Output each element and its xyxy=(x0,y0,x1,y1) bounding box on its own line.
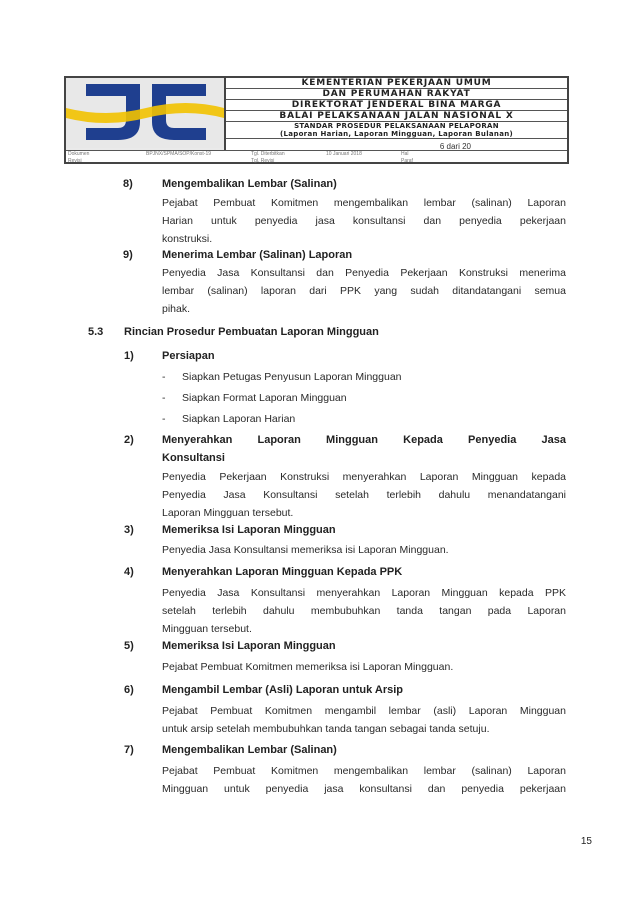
item-body: Penyedia Jasa Konsultansi dan Penyedia Pekerjaan Konstruksi menerima lembar (salinan) laporan dari PPK yang sudah ditandatangani semua pihak. xyxy=(162,267,566,315)
item-title: Mengembalikan Lembar (Salinan) xyxy=(162,744,337,756)
item-title: Menerima Lembar (Salinan) Laporan xyxy=(162,249,353,261)
meta-label-dokumen: Dokumen xyxy=(68,151,90,157)
item-number: 9) xyxy=(123,249,133,261)
meta-label-terbit: Tgl. Diterbitkan xyxy=(251,151,285,157)
item-title: Mengambil Lembar (Asli) Laporan untuk Arsip xyxy=(162,684,404,696)
list-item: - Siapkan Petugas Penyusun Laporan Mingguan xyxy=(162,371,402,383)
item-body: Pejabat Pembuat Komitmen mengembalikan lembar (salinan) Laporan Harian untuk penyedia jasa konsultansi dan penyedia pekerjaan konstruksi. xyxy=(162,197,566,245)
section-number: 5.3 xyxy=(88,326,104,338)
header-line-2: DAN PERUMAHAN RAKYAT xyxy=(226,89,567,100)
item-number: 7) xyxy=(124,744,134,756)
item-number: 5) xyxy=(124,640,134,652)
item-body: Pejabat Pembuat Komitmen mengambil lembar (asli) Laporan Mingguan untuk arsip setelah membubuhkan tanda tangan sebagai tanda setuju. xyxy=(162,705,566,735)
list-item: - Siapkan Laporan Harian xyxy=(162,413,296,425)
item-title: Mengembalikan Lembar (Salinan) xyxy=(162,178,337,190)
bullet-list xyxy=(162,368,566,428)
item-title: Persiapan xyxy=(162,350,215,362)
section-title: Rincian Prosedur Pembuatan Laporan Mingguan xyxy=(124,326,379,338)
header-subline-2: (Laporan Harian, Laporan Mingguan, Laporan Bulanan) xyxy=(279,130,514,138)
header-subtitle xyxy=(226,122,567,139)
item-number: 4) xyxy=(124,566,134,578)
item-number: 2) xyxy=(124,434,134,446)
item-title: Memeriksa Isi Laporan Mingguan xyxy=(162,524,336,536)
item-body: Penyedia Pekerjaan Konstruksi menyerahkan Laporan Mingguan kepada Penyedia Jasa Konsultansi setelah terlebih dahulu menandatangani Laporan Mingguan tersebut. xyxy=(162,471,566,519)
header-subline-1: STANDAR PROSEDUR PELAKSANAAN PELAPORAN xyxy=(294,122,499,130)
item-body: Penyedia Jasa Konsultansi memeriksa isi Laporan Mingguan. xyxy=(162,544,449,556)
meta-label-paraf: Paraf xyxy=(401,158,413,164)
meta-label-hal: Hal xyxy=(401,151,409,157)
page-number: 15 xyxy=(580,836,592,847)
item-body: Pejabat Pembuat Komitmen memeriksa isi Laporan Mingguan. xyxy=(162,661,454,673)
item-number: 3) xyxy=(124,524,134,536)
item-title: Menyerahkan Laporan Mingguan Kepada Penyedia Jasa xyxy=(162,434,566,446)
list-item: - Siapkan Format Laporan Mingguan xyxy=(162,392,347,404)
item-title: Menyerahkan Laporan Mingguan Kepada PPK xyxy=(162,566,403,578)
page-of-label: 6 dari 20 xyxy=(439,142,471,151)
document-header xyxy=(64,76,569,164)
meta-value-terbit: 10 Januari 2018 xyxy=(326,151,362,157)
pu-logo-icon xyxy=(66,78,224,148)
meta-label-revisi: Revisi xyxy=(68,158,82,164)
item-body: Pejabat Pembuat Komitmen mengembalikan lembar (salinan) Laporan Mingguan untuk penyedia jasa konsultansi dan penyedia pekerjaan xyxy=(162,765,566,795)
header-line-1: KEMENTERIAN PEKERJAAN UMUM xyxy=(226,78,567,89)
item-number: 6) xyxy=(124,684,134,696)
ministry-logo xyxy=(66,78,226,150)
header-line-4: BALAI PELAKSANAAN JALAN NASIONAL X xyxy=(226,111,567,122)
item-number: 1) xyxy=(124,350,134,362)
meta-value-dokumen: BPJNX/SPMA/SOP/Konst-19 xyxy=(146,151,212,157)
item-body: Penyedia Jasa Konsultansi menyerahkan Laporan Mingguan kepada PPK setelah terlebih dahulu membubuhkan tanda tangan pada Laporan Mingguan tersebut. xyxy=(162,587,566,635)
header-meta-rows xyxy=(66,150,567,165)
item-title-cont: Konsultansi xyxy=(162,452,225,464)
header-line-3: DIREKTORAT JENDERAL BINA MARGA xyxy=(226,100,567,111)
header-title-block xyxy=(226,78,567,150)
meta-label-tgl-revisi: Tgl. Revisi xyxy=(251,158,275,164)
item-title: Memeriksa Isi Laporan Mingguan xyxy=(162,640,336,652)
item-number: 8) xyxy=(123,178,133,190)
